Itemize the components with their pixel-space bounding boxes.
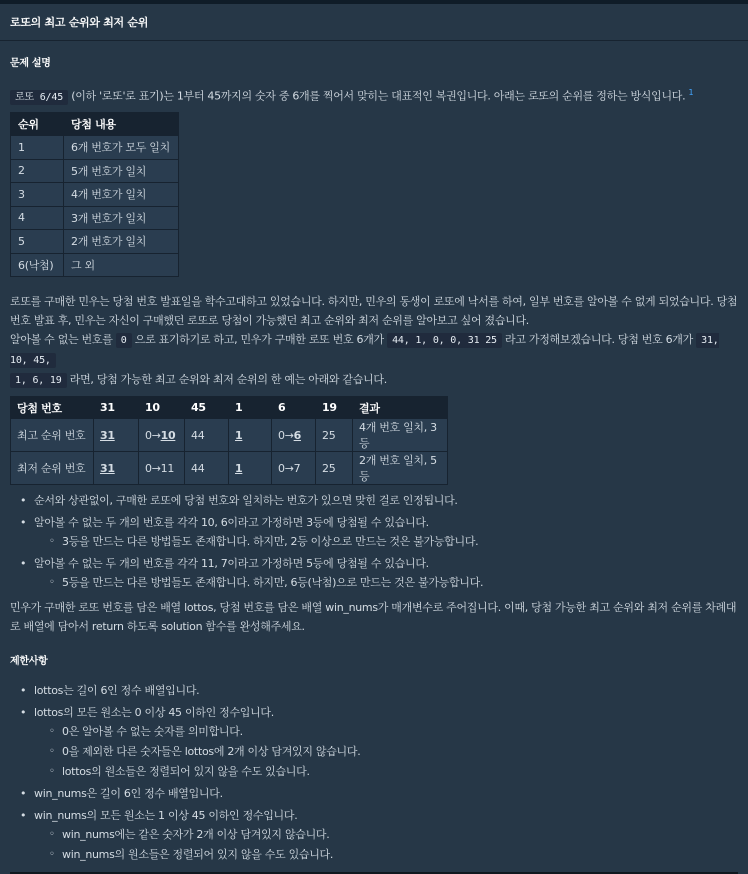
table-cell xyxy=(229,419,272,452)
list-item xyxy=(62,573,738,592)
list-item-text: 5등을 만드는 다른 방법들도 존재합니다. 하지만, 6등(낙첨)으로 만드는 것은 불가능합니다. xyxy=(62,576,484,590)
table-cell xyxy=(272,419,316,452)
example-paragraph xyxy=(10,330,738,390)
matched-number: 1 xyxy=(235,428,243,442)
list-item-text: 0을 제외한 다른 숫자들은 lottos에 2개 이상 담겨있지 않습니다. xyxy=(62,745,361,759)
table-header-cell: 당첨 번호 xyxy=(11,397,94,419)
section-title-description: 문제 설명 xyxy=(10,58,51,69)
intro-paragraph xyxy=(10,83,738,107)
list-item xyxy=(34,681,738,700)
text-run: 알아볼 수 없는 번호를 xyxy=(10,333,116,347)
problem-header xyxy=(0,4,748,41)
section-title-constraints: 제한사항 xyxy=(10,656,48,668)
table-cell: 0→11 xyxy=(139,452,185,485)
explanation-list xyxy=(10,491,738,592)
example-table-header xyxy=(11,397,448,419)
list-item-text: 3등을 만드는 다른 방법들도 존재합니다. 하지만, 2등 이상으로 만드는 것은 불가능합니다. xyxy=(62,535,479,549)
text-run: 라고 가정해보겠습니다. 당첨 번호 6개가 xyxy=(501,333,697,347)
footnote-link[interactable]: 1 xyxy=(688,88,694,97)
list-item xyxy=(34,784,738,803)
table-header-cell: 6 xyxy=(272,397,316,419)
text-run: 라면, 당첨 가능한 최고 순위와 최저 순위의 한 예는 아래와 같습니다. xyxy=(66,373,387,387)
table-header-cell: 19 xyxy=(316,397,353,419)
table-cell: 2개 번호가 일치 xyxy=(64,230,179,254)
code-win-nums-a: 31, 10, 45, xyxy=(10,335,719,367)
table-header-cell: 31 xyxy=(94,397,139,419)
list-item xyxy=(34,513,738,551)
list-item xyxy=(34,806,738,864)
table-cell xyxy=(229,452,272,485)
list-item xyxy=(34,703,738,781)
table-row xyxy=(11,183,179,207)
table-header-cell: 10 xyxy=(139,397,185,419)
table-cell: 5 xyxy=(11,230,64,254)
list-item-text: win_nums에는 같은 숫자가 2개 이상 담겨있지 않습니다. xyxy=(62,828,330,842)
table-cell xyxy=(139,419,185,452)
table-row-best xyxy=(11,419,448,452)
list-item xyxy=(62,532,738,551)
problem-title: 로또의 최고 순위와 최저 순위 xyxy=(10,16,149,29)
list-item-text: 알아볼 수 없는 두 개의 번호를 각각 11, 7이라고 가정하면 5등에 당첨될 수 있습니다. xyxy=(34,557,429,571)
table-cell: 최저 순위 번호 xyxy=(11,452,94,485)
matched-number: 31 xyxy=(100,461,115,475)
code-lottos: 44, 1, 0, 0, 31 25 xyxy=(387,333,502,348)
code-win-nums-b: 1, 6, 19 xyxy=(10,373,67,388)
sub-list xyxy=(34,573,738,592)
table-cell: 6개 번호가 모두 일치 xyxy=(64,136,179,160)
table-cell: 0→7 xyxy=(272,452,316,485)
table-cell: 최고 순위 번호 xyxy=(11,419,94,452)
sub-list xyxy=(34,532,738,551)
table-cell: 25 xyxy=(316,419,353,452)
table-cell xyxy=(94,452,139,485)
list-item xyxy=(34,554,738,592)
rank-table xyxy=(10,112,179,278)
story-paragraph: 로또를 구매한 민우는 당첨 번호 발표일을 학수고대하고 있었습니다. 하지만, 민우의 동생이 로또에 낙서를 하여, 일부 번호를 알아볼 수 없게 되었습니다. 당첨 번호 발표 후, 민우는 자신이 구매했던 로또로 당첨이 가능했던 최고 순위와 최저 순위를 알아보고 싶어 졌습니다. xyxy=(10,295,738,328)
table-cell: 4개 번호 일치, 3등 xyxy=(353,419,448,452)
table-row xyxy=(11,206,179,230)
table-row xyxy=(11,159,179,183)
list-item xyxy=(62,762,738,781)
list-item xyxy=(34,491,738,510)
table-header-cell: 순위 xyxy=(11,112,64,136)
list-item-text: lottos의 모든 원소는 0 이상 45 이하인 정수입니다. xyxy=(34,706,274,720)
example-table xyxy=(10,396,448,485)
list-item-text: 0은 알아볼 수 없는 숫자를 의미합니다. xyxy=(62,725,243,739)
list-item xyxy=(62,825,738,844)
table-cell: 25 xyxy=(316,452,353,485)
list-item xyxy=(62,845,738,864)
list-item-text: 알아볼 수 없는 두 개의 번호를 각각 10, 6이라고 가정하면 3등에 당첨될 수 있습니다. xyxy=(34,516,429,530)
matched-number: 6 xyxy=(293,428,301,442)
constraints-list xyxy=(10,681,738,864)
intro-text: (이하 '로또'로 표기)는 1부터 45까지의 숫자 중 6개를 찍어서 맞히는 대표적인 복권입니다. 아래는 로또의 순위를 정하는 방식입니다. xyxy=(68,89,689,103)
text-run: 0→ xyxy=(145,428,161,442)
table-cell: 2 xyxy=(11,159,64,183)
table-row xyxy=(11,136,179,160)
table-cell: 3 xyxy=(11,183,64,207)
table-row xyxy=(11,230,179,254)
table-cell: 5개 번호가 일치 xyxy=(64,159,179,183)
text-run: 0→ xyxy=(278,428,294,442)
table-row xyxy=(11,253,179,277)
table-cell: 4 xyxy=(11,206,64,230)
sub-list xyxy=(34,825,738,864)
problem-description xyxy=(0,41,748,874)
task-paragraph: 민우가 구매한 로또 번호를 담은 배열 lottos, 당첨 번호를 담은 배열 win_nums가 매개변수로 주어집니다. 이때, 당첨 가능한 최고 순위와 최저 순위를 차례대로 배열에 담아서 return 하도록 solution 함수를 완성해주세요. xyxy=(10,601,737,634)
table-cell: 3개 번호가 일치 xyxy=(64,206,179,230)
table-cell: 1 xyxy=(11,136,64,160)
table-header-cell: 당첨 내용 xyxy=(64,112,179,136)
list-item xyxy=(62,742,738,761)
list-item xyxy=(62,722,738,741)
table-cell xyxy=(94,419,139,452)
lotto-code: 로또 6/45 xyxy=(10,90,68,105)
table-header-cell: 결과 xyxy=(353,397,448,419)
list-item-text: lottos의 원소들은 정렬되어 있지 않을 수도 있습니다. xyxy=(62,765,310,779)
table-cell: 2개 번호 일치, 5등 xyxy=(353,452,448,485)
table-header-cell: 45 xyxy=(185,397,229,419)
table-header-cell: 1 xyxy=(229,397,272,419)
matched-number: 1 xyxy=(235,461,243,475)
sub-list xyxy=(34,722,738,781)
matched-number: 10 xyxy=(160,428,176,442)
table-cell: 6(낙첨) xyxy=(11,253,64,277)
list-item-text: 순서와 상관없이, 구매한 로또에 당첨 번호와 일치하는 번호가 있으면 맞힌 걸로 인정됩니다. xyxy=(34,494,458,508)
list-item-text: win_nums의 원소들은 정렬되어 있지 않을 수도 있습니다. xyxy=(62,848,334,862)
table-row-worst xyxy=(11,452,448,485)
list-item-text: win_nums은 길이 6인 정수 배열입니다. xyxy=(34,787,223,801)
list-item-text: win_nums의 모든 원소는 1 이상 45 이하인 정수입니다. xyxy=(34,809,298,823)
matched-number: 31 xyxy=(100,428,115,442)
text-run: 으로 표기하기로 하고, 민우가 구매한 로또 번호 6개가 xyxy=(131,333,388,347)
list-item-text: lottos는 길이 6인 정수 배열입니다. xyxy=(34,684,200,698)
rank-table-header xyxy=(11,112,179,136)
code-zero: 0 xyxy=(116,333,132,348)
table-cell: 44 xyxy=(185,452,229,485)
table-cell: 4개 번호가 일치 xyxy=(64,183,179,207)
table-cell: 그 외 xyxy=(64,253,179,277)
table-cell: 44 xyxy=(185,419,229,452)
